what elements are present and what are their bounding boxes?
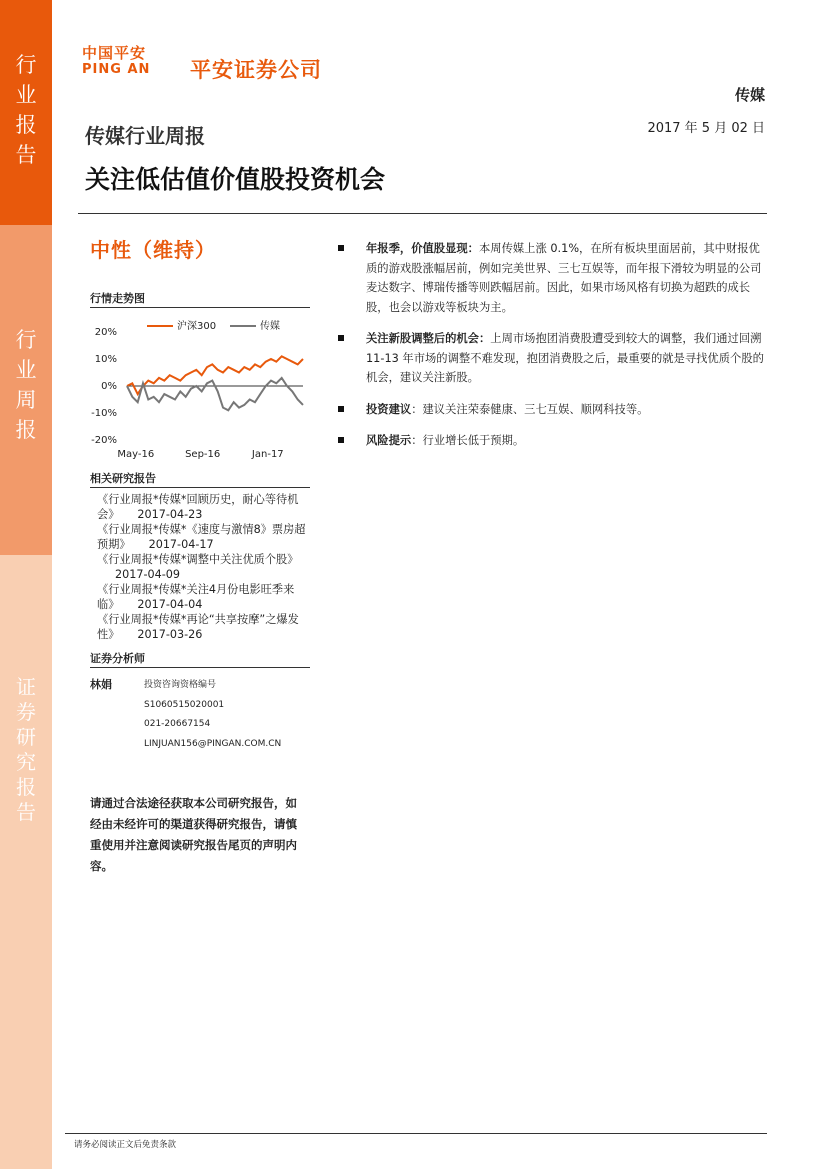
x-tick-label: May-16 — [117, 449, 155, 460]
related-report-date: 2017-04-23 — [137, 508, 203, 521]
analyst-name: 林娟 — [90, 678, 112, 691]
summary-bullet — [336, 329, 768, 388]
report-type: 传媒行业周报 — [85, 124, 205, 148]
section-divider — [90, 487, 310, 488]
related-report-title: 《行业周报*传媒*回顾历史，耐心等待机会》 — [97, 493, 299, 521]
legend-label: 沪深300 — [177, 321, 217, 332]
logo-en: PING AN — [82, 62, 151, 77]
related-report-title: 《行业周报*传媒*调整中关注优质个股》 — [97, 553, 299, 566]
logo-cn: 中国平安 — [82, 44, 147, 62]
summary-bullet — [336, 239, 768, 317]
related-report-date: 2017-04-09 — [115, 568, 181, 581]
y-tick-label: -20% — [91, 435, 117, 446]
related-report-title: 《行业周报*传媒*再论“共享按摩”之爆发性》 — [97, 613, 299, 641]
analyst-phone: 021-20667154 — [144, 719, 211, 729]
related-report-date: 2017-03-26 — [137, 628, 203, 641]
company-name: 平安证券公司 — [190, 58, 322, 82]
analyst-title: 证券分析师 — [90, 652, 145, 665]
sidebar-mid-label: 行 业 周 报 — [15, 328, 37, 442]
rating: 中性（维持） — [90, 238, 216, 262]
analyst-cert-no: S1060515020001 — [144, 699, 225, 710]
bullet-body: 上周市场抱团消费股遭受到较大的调整，我们通过回溯 11-13 年市场的调整不难发现，抱团消费股之后，最重要的就是寻找优质个股的机会，建议关注新股。 — [366, 332, 764, 384]
analyst-cert-label: 投资咨询资格编号 — [144, 680, 217, 690]
analyst-email: LINJUAN156@PINGAN.COM.CN — [144, 738, 282, 749]
sidebar-bottom-block — [0, 555, 52, 1169]
related-report-item — [97, 552, 309, 582]
legal-notice: 请通过合法途径获取本公司研究报告，如经由未经许可的渠道获得研究报告，请慎重使用并注意阅读研究报告尾页的声明内容。 — [90, 796, 297, 873]
bullet-body: ：行业增长低于预期。 — [411, 434, 525, 447]
related-report-date: 2017-04-04 — [137, 598, 203, 611]
legend-label: 传媒 — [260, 321, 280, 332]
summary-bullet — [336, 400, 768, 420]
bullet-heading: 投资建议 — [366, 402, 412, 416]
bullet-body: 本周传媒上涨 0.1%，在所有板块里面居前，其中财报优质的游戏股涨幅居前，例如完美世界、三七互娱等，而年报下滑较为明显的公司麦达数字、博瑞传播等则跌幅居前。因此，如果市场风格有切换为超跌的成长股，也会以游戏等板块为主。 — [366, 242, 762, 314]
related-report-title: 《行业周报*传媒*《速度与激情8》票房超预期》 — [97, 523, 306, 551]
bullet-heading: 风险提示 — [366, 434, 412, 447]
series-line-hs300 — [127, 356, 303, 394]
sidebar-top-block — [0, 0, 52, 225]
sidebar — [0, 0, 52, 1169]
related-report-date: 2017-04-17 — [148, 538, 214, 551]
related-report-item — [97, 522, 309, 552]
bullet-heading: 年报季，价值股显现： — [366, 242, 479, 255]
footer-disclaimer: 请务必阅读正文后免责条款 — [74, 1140, 177, 1150]
sidebar-bottom-label: 证 券 研 究 报 告 — [16, 675, 36, 824]
footer-divider — [65, 1133, 767, 1134]
bullet-square-icon — [338, 406, 344, 412]
report-title: 关注低估值价值股投资机会 — [85, 165, 386, 194]
report-date: 2017 年 5 月 02 日 — [647, 121, 765, 136]
sidebar-top-label: 行 业 报 告 — [15, 53, 37, 167]
bullet-square-icon — [338, 335, 344, 341]
x-tick-label: Sep-16 — [185, 449, 221, 460]
industry-label: 传媒 — [734, 86, 765, 104]
related-report-item — [97, 492, 309, 522]
section-divider — [90, 667, 310, 668]
y-tick-label: 10% — [94, 354, 117, 365]
related-report-item — [97, 612, 309, 642]
x-tick-label: Jan-17 — [251, 449, 284, 460]
section-divider — [90, 307, 310, 308]
bullet-square-icon — [338, 245, 344, 251]
related-report-title: 《行业周报*传媒*关注4月份电影旺季来临》 — [97, 583, 295, 611]
related-report-item — [97, 582, 309, 612]
summary-bullets — [336, 239, 768, 463]
bullet-heading: 关注新股调整后的机会： — [366, 332, 491, 345]
summary-bullet — [336, 431, 768, 451]
y-tick-label: 20% — [94, 327, 117, 338]
y-tick-label: -10% — [91, 408, 117, 419]
market-chart — [85, 312, 315, 467]
related-reports-title: 相关研究报告 — [90, 472, 156, 485]
sidebar-mid-block — [0, 225, 52, 555]
market-chart-title: 行情走势图 — [90, 292, 145, 305]
analyst-info — [144, 676, 281, 754]
header-divider — [78, 213, 767, 214]
bullet-square-icon — [338, 437, 344, 443]
bullet-body: ：建议关注荣泰健康、三七互娱、顺网科技等。 — [411, 402, 649, 416]
related-reports-list — [97, 492, 309, 642]
y-tick-label: 0% — [101, 381, 117, 392]
